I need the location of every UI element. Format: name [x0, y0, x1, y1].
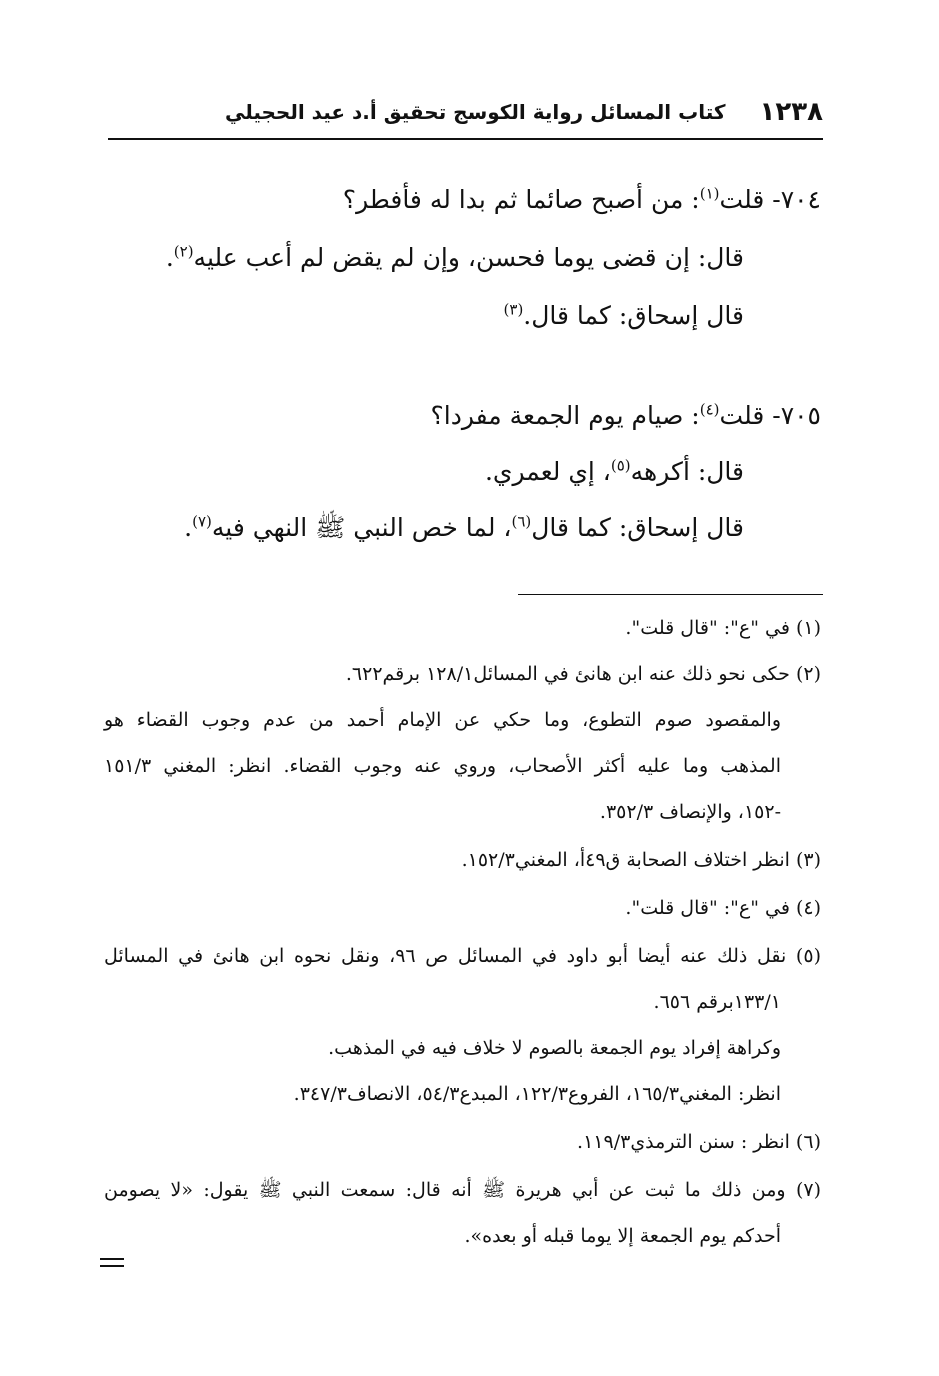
line-text: .	[184, 513, 193, 542]
footnote-ref: (٥)	[610, 456, 631, 475]
page-header	[108, 92, 823, 132]
footnote-ref: (١)	[699, 184, 720, 203]
line-text: ، إي لعمري.	[484, 457, 611, 486]
line-text: قلت	[719, 185, 765, 214]
footnote-ref: (٣)	[503, 300, 524, 319]
footnote-6: (٦) انظر : سنن الترمذي١١٩/٣.	[577, 1131, 821, 1153]
answer-705	[485, 456, 744, 489]
footnote-2-cont: المذهب وما عليه أكثر الأصحاب، وروي عنه وجوب القضاء. انظر: المغني ١٥١/٣	[104, 755, 781, 777]
page-number: ١٢٣٨	[759, 97, 823, 127]
footnote-2-cont: -١٥٢، والإنصاف ٣٥٢/٣.	[599, 801, 781, 823]
continuation-mark	[100, 1258, 124, 1272]
question-number: ٧٠٤-	[764, 185, 821, 214]
question-705	[431, 400, 822, 433]
footnote-5-cont: وكراهة إفراد يوم الجمعة بالصوم لا خلاف فيه في المذهب.	[328, 1037, 781, 1059]
line-text: ، لما خص النبي ﷺ النهي فيه	[211, 513, 512, 542]
footnote-5-cont: ١٣٣/١برقم ٦٥٦.	[653, 991, 781, 1013]
ishaq-704	[504, 300, 744, 333]
question-number: ٧٠٥-	[764, 401, 821, 430]
footnote-3: (٣) انظر اختلاف الصحابة ق٤٩أ، المغني١٥٢/٣.	[461, 849, 821, 871]
footnote-2: (٢) حكى نحو ذلك عنه ابن هانئ في المسائل١٢٨/١ برقم٦٢٢.	[345, 663, 821, 685]
question-704	[343, 184, 821, 217]
footnote-2-cont: والمقصود صوم التطوع، وما حكي عن الإمام أحمد من عدم وجوب القضاء هو	[104, 709, 781, 731]
line-text: : من أصبح صائما ثم بدا له فأفطر؟	[342, 185, 700, 214]
line-text: : صيام يوم الجمعة مفردا؟	[430, 401, 700, 430]
line-text: قلت	[719, 401, 765, 430]
line-text: قال إسحاق: كما قال	[531, 513, 744, 542]
footnote-ref: (٢)	[173, 242, 194, 261]
footnote-7: (٧) ومن ذلك ما ثبت عن أبي هريرة ﷺ أنه قال: سمعت النبي ﷺ يقول: «لا يصومن	[104, 1179, 821, 1201]
line-text: .	[165, 243, 174, 272]
line-text: قال: إن قضى يوما فحسن، وإن لم يقض لم أعب عليه	[193, 243, 744, 272]
footnote-1: (١) في "ع": "قال قلت".	[625, 617, 821, 639]
footnote-ref: (٧)	[192, 512, 212, 531]
line-text: قال: أكرهه	[630, 457, 744, 486]
answer-704	[166, 242, 744, 275]
footnote-separator	[518, 594, 823, 595]
ishaq-705	[184, 512, 744, 545]
footnote-5: (٥) نقل ذلك عنه أيضا أبو داود في المسائل ص ٩٦، ونقل نحوه ابن هانئ في المسائل	[104, 945, 821, 967]
footnote-ref: (٦)	[511, 512, 532, 531]
footnote-ref: (٤)	[699, 400, 720, 419]
running-title: كتاب المسائل رواية الكوسج تحقيق أ.د عيد الحجيلي	[224, 100, 726, 124]
footnote-5-cont: انظر: المغني١٦٥/٣، الفروع١٢٢/٣، المبدع٥٤/٣، الانصاف٣٤٧/٣.	[293, 1083, 781, 1105]
header-rule	[108, 138, 823, 140]
footnote-7-cont: أحدكم يوم الجمعة إلا يوما قبله أو بعده».	[464, 1225, 781, 1247]
footnote-4: (٤) في "ع": "قال قلت".	[625, 897, 821, 919]
line-text: قال إسحاق: كما قال.	[523, 301, 744, 330]
